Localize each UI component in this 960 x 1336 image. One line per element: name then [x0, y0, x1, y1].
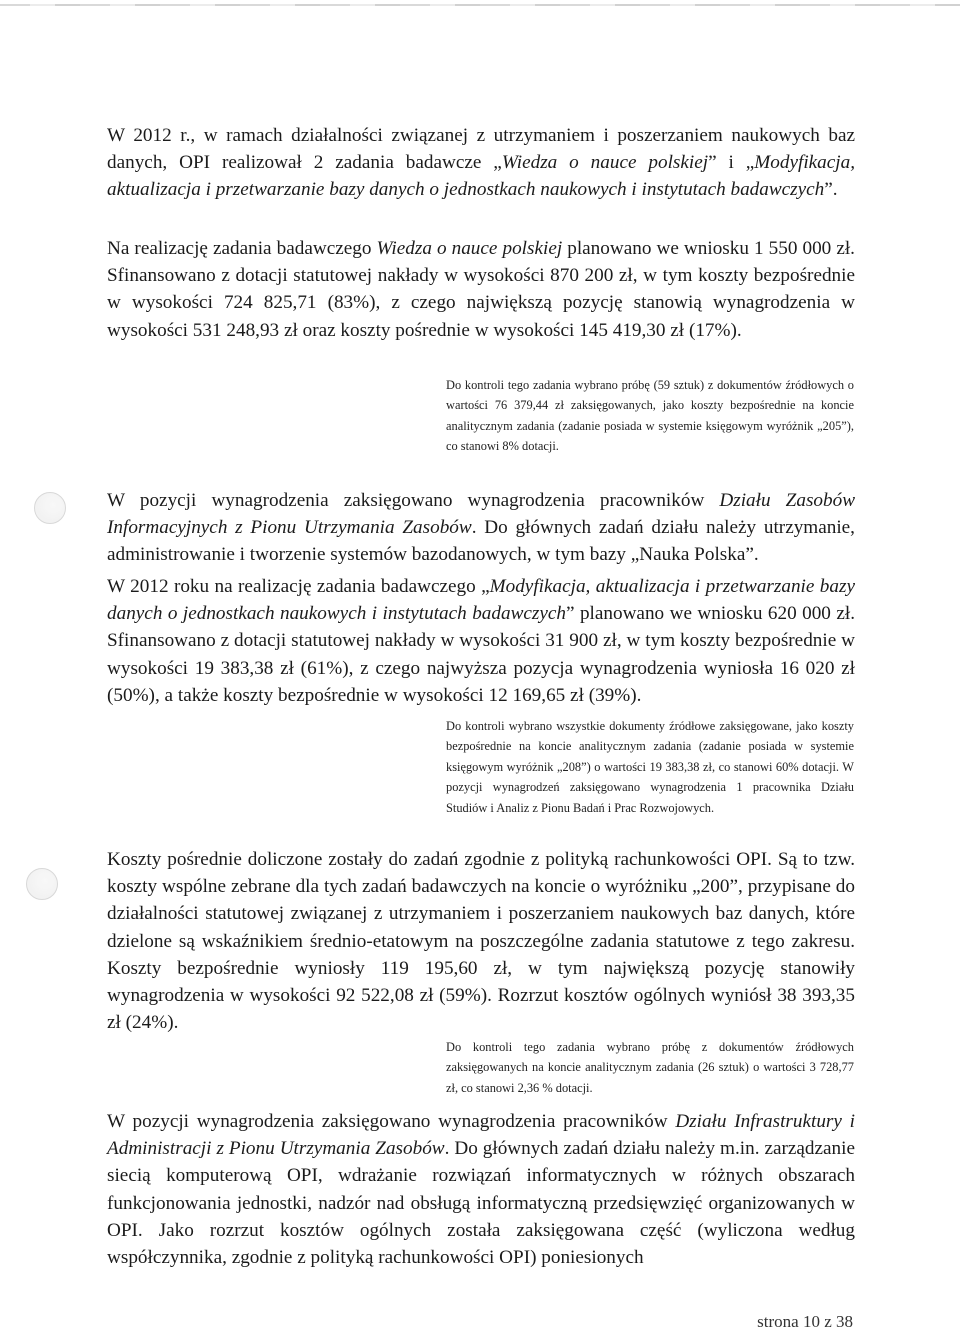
paragraph-intro: W 2012 r., w ramach działalności związanej z utrzymaniem i poszerzaniem naukowych baz danych, OPI realizował 2 zadania badawcze „Wiedza o nauce polskiej” i „Modyfikacja, aktualizacja i przetwarzanie bazy danych o jednostkach naukowych i instytutach badawczych”. [107, 125, 855, 201]
paragraph-wiedza-budget: Na realizację zadania badawczego Wiedza o nauce polskiej planowano we wniosku 1 550 000 zł. Sfinansowano z dotacji statutowej nakłady w wysokości 870 200 zł, w tym koszty bezpośrednie w wysokości 724 825,71 (83%), z czego największą pozycję stanowią wynagrodzenia w wysokości 531 248,93 zł oraz koszty pośrednie w wysokości 145 419,30 zł (17%). [107, 238, 855, 341]
paragraph-infrastruktura-staff: W pozycji wynagrodzenia zaksięgowano wynagrodzenia pracowników Działu Infrastruktury i Administracji z Pionu Utrzymania Zasobów. Do głównych zadań działu należy m.in. zarządzanie siecią komputerową OPI, wdrażanie rozwiązań informatycznych w różnych obszarach funkcjonowania jednostki, nadzór nad obsługą informatyczną przedsięwzięć organizowanych w OPI. Jako rozrzut kosztów ogólnych została zaksięgowana część (wyliczona według współczynnika, zgodnie z polityką rachunkowości OPI) poniesionych [107, 1111, 855, 1269]
page-number: strona 10 z 38 [757, 1312, 853, 1331]
punch-hole-mark [26, 868, 58, 900]
punch-hole-mark [34, 492, 66, 524]
italic-span: Działu Infrastruktury i Administracji z Pionu Utrzymania Zasobów [107, 1111, 855, 1160]
scan-edge-line [0, 4, 960, 6]
italic-span: Modyfikacja, aktualizacja i przetwarzanie bazy danych o jednostkach naukowych i instytutach badawczych [107, 152, 855, 201]
audit-note-1: Do kontroli tego zadania wybrano próbę (59 sztuk) z dokumentów źródłowych o wartości 76 379,44 zł zaksięgowanych, jako koszty bezpośrednie na koncie analitycznym zadania (zadanie posiada w systemie księgowym wyróżnik „205”), co stanowi 8% dotacji. [446, 378, 854, 454]
italic-span: Wiedza o nauce polskiej [376, 238, 563, 259]
paragraph-indirect-costs: Koszty pośrednie doliczone zostały do zadań zgodnie z polityką rachunkowości OPI. Są to tzw. koszty wspólne zebrane dla tych zadań badawczych na koncie o wyróżniku „200”, przypisane do działalności statutowej związanej z utrzymaniem i poszerzaniem naukowych baz danych, które dzielone są wskaźnikiem średnio-etatowym na poszczególne zadania statutowe z tego zakresu. Koszty bezpośrednie wyniosły 119 195,60 zł, w tym największą pozycję stanowiły wynagrodzenia w wysokości 92 522,08 zł (59%). Rozrzut kosztów ogólnych wyniósł 38 393,35 zł (24%). [107, 849, 855, 1034]
italic-span: Działu Zasobów Informacyjnych z Pionu Utrzymania Zasobów [107, 490, 855, 539]
audit-note-2: Do kontroli wybrano wszystkie dokumenty źródłowe zaksięgowane, jako koszty bezpośrednie na koncie analitycznym zadania (zadanie posiada w systemie księgowym wyróżnik „208”) o wartości 19 383,38 zł, co stanowi 60% dotacji. W pozycji wynagrodzeń zaksięgowano wynagrodzenia 1 pracownika Działu Studiów i Analiz z Pionu Badań i Prac Rozwojowych. [446, 719, 854, 815]
paragraph-modyfikacja-budget: W 2012 roku na realizację zadania badawczego „Modyfikacja, aktualizacja i przetwarzanie bazy danych o jednostkach naukowych i instytutach badawczych” planowano we wniosku 620 000 zł. Sfinansowano z dotacji statutowej nakłady w wysokości 31 900 zł, w tym koszty bezpośrednie w wysokości 19 383,38 zł (61%), z czego najwyższa pozycja wynagrodzenia wyniosła 16 020 zł (50%), a także koszty bezpośrednie w wysokości 12 169,65 zł (39%). [107, 576, 855, 706]
audit-note-3: Do kontroli tego zadania wybrano próbę z dokumentów źródłowych zaksięgowanych na koncie analitycznym zadania (26 sztuk) o wartości 3 728,77 zł, co stanowi 2,36 % dotacji. [446, 1040, 854, 1095]
italic-span: Wiedza o nauce polskiej [501, 152, 709, 174]
paragraph-zasoby-staff: W pozycji wynagrodzenia zaksięgowano wynagrodzenia pracowników Działu Zasobów Informacyjnych z Pionu Utrzymania Zasobów. Do głównych zadań działu należy utrzymanie, administrowanie i tworzenie systemów bazodanowych, w tym bazy „Nauka Polska”. [107, 490, 855, 566]
italic-span: Modyfikacja, aktualizacja i przetwarzanie bazy danych o jednostkach naukowych i instytutach badawczych [107, 576, 855, 625]
